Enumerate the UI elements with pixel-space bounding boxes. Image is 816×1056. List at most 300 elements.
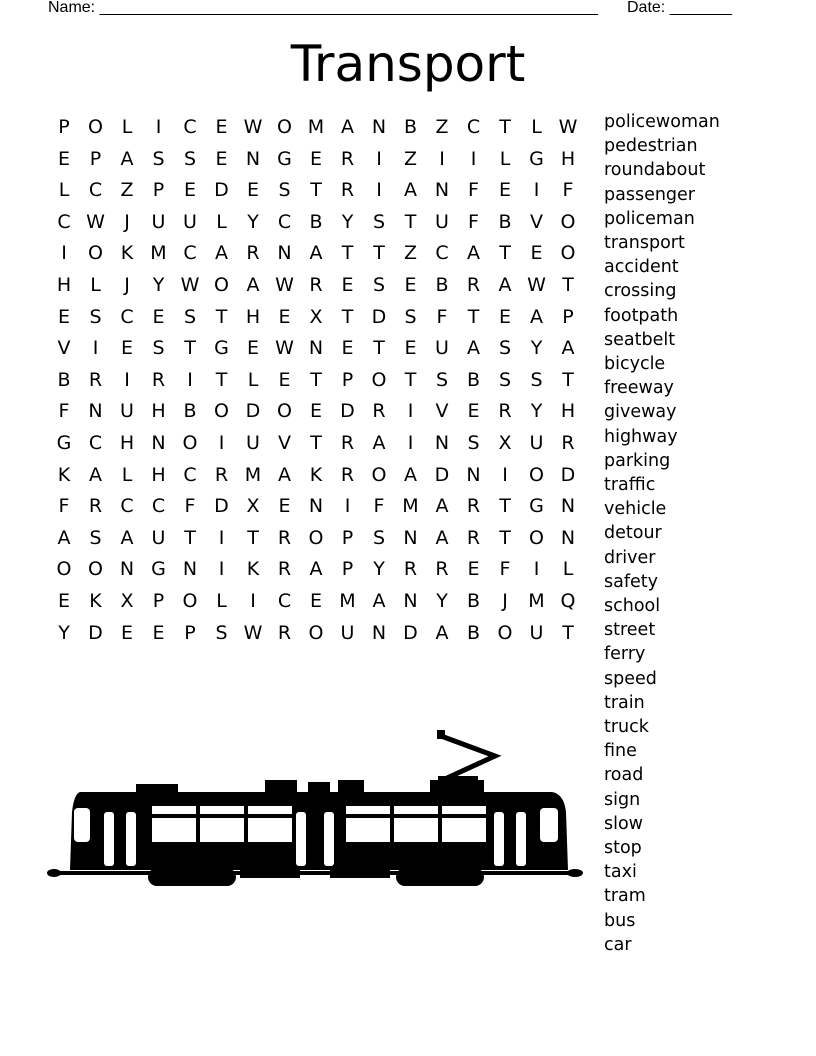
grid-letter: N xyxy=(119,558,135,581)
grid-letter: L xyxy=(121,116,133,138)
grid-letter: K xyxy=(309,463,323,486)
grid-letter: A xyxy=(530,305,543,328)
grid-letter: C xyxy=(88,179,103,202)
grid-letter: V xyxy=(530,210,543,233)
grid-letter: P xyxy=(184,621,196,644)
grid-letter: Y xyxy=(341,210,354,233)
grid-letter: O xyxy=(88,116,103,138)
grid-letter: R xyxy=(561,432,575,454)
grid-letter: Y xyxy=(530,337,543,360)
grid-letter: T xyxy=(310,179,322,202)
grid-letter: M xyxy=(150,242,167,265)
grid-letter: B xyxy=(498,210,512,233)
grid-letter: A xyxy=(309,242,323,265)
grid-letter: I xyxy=(407,400,414,423)
grid-letter: Y xyxy=(373,558,385,581)
grid-letter: E xyxy=(341,337,354,360)
grid-letter: N xyxy=(434,432,450,454)
grid-letter: I xyxy=(61,242,67,265)
grid-letter: D xyxy=(434,463,450,486)
grid-letter: O xyxy=(214,400,229,423)
grid-letter: S xyxy=(404,305,417,328)
grid-letter: L xyxy=(499,147,511,170)
grid-letter: O xyxy=(277,116,292,138)
grid-letter: R xyxy=(340,432,355,454)
grid-letter: B xyxy=(466,368,481,391)
word-list-item: freeway xyxy=(604,378,674,399)
grid-letter: S xyxy=(498,368,512,391)
grid-letter: L xyxy=(247,368,259,391)
tram-icon xyxy=(40,722,590,894)
grid-letter: T xyxy=(373,242,385,265)
grid-letter: Y xyxy=(152,274,165,296)
grid-letter: E xyxy=(57,147,70,170)
page-title: Transport xyxy=(290,35,526,93)
grid-letter: G xyxy=(529,147,544,170)
grid-letter: O xyxy=(88,242,103,265)
grid-letter: O xyxy=(529,463,544,486)
grid-letter: U xyxy=(529,432,544,454)
grid-letter: A xyxy=(435,526,449,549)
word-list-item: school xyxy=(604,596,661,616)
grid-letter: B xyxy=(183,400,197,423)
grid-letter: L xyxy=(58,179,70,202)
grid-letter: A xyxy=(120,526,134,549)
grid-letter: C xyxy=(277,590,292,612)
grid-row xyxy=(48,586,588,617)
grid-letter: N xyxy=(403,590,418,612)
grid-letter: A xyxy=(341,116,354,138)
grid-letter: D xyxy=(214,495,229,518)
grid-letter: E xyxy=(246,179,259,202)
grid-row xyxy=(48,333,588,364)
grid-letter: Z xyxy=(120,179,134,202)
grid-letter: L xyxy=(90,274,101,296)
grid-letter: R xyxy=(88,368,103,391)
grid-letter: O xyxy=(182,590,198,612)
grid-letter: N xyxy=(560,526,576,549)
grid-letter: I xyxy=(470,147,477,170)
grid-letter: S xyxy=(372,210,386,233)
grid-letter: N xyxy=(371,621,387,644)
grid-letter: N xyxy=(245,147,261,170)
grid-letter: R xyxy=(466,495,481,518)
grid-letter: P xyxy=(58,116,70,138)
grid-letter: U xyxy=(151,210,166,233)
grid-letter: T xyxy=(215,305,228,328)
grid-letter: G xyxy=(56,432,72,454)
grid-letter: P xyxy=(152,179,165,202)
grid-letter: A xyxy=(246,274,260,296)
grid-letter: T xyxy=(373,337,385,360)
grid-letter: B xyxy=(309,210,323,233)
word-list-item: crossing xyxy=(604,281,677,302)
word-list-item: driver xyxy=(604,547,656,568)
grid-letter: Q xyxy=(560,590,576,612)
grid-letter: N xyxy=(371,116,387,138)
grid-letter: M xyxy=(339,590,356,612)
grid-letter: E xyxy=(57,590,70,612)
grid-letter: L xyxy=(216,590,227,612)
grid-letter: Y xyxy=(436,590,448,612)
grid-letter: U xyxy=(246,432,260,454)
grid-letter: D xyxy=(88,621,103,644)
grid-letter: T xyxy=(562,368,574,391)
grid-letter: A xyxy=(498,274,512,296)
grid-letter: L xyxy=(216,210,227,233)
grid-letter: I xyxy=(124,368,130,391)
grid-letter: O xyxy=(308,621,324,644)
grid-letter: K xyxy=(89,590,102,612)
grid-letter: T xyxy=(404,368,417,391)
grid-letter: N xyxy=(88,400,103,423)
grid-letter: N xyxy=(308,337,324,360)
grid-letter: T xyxy=(215,368,228,391)
word-list-item: truck xyxy=(604,717,649,737)
grid-letter: H xyxy=(245,305,261,328)
grid-letter: A xyxy=(372,432,386,454)
grid-letter: H xyxy=(151,463,166,486)
grid-row xyxy=(48,238,588,269)
grid-letter: I xyxy=(344,495,351,518)
grid-letter: W xyxy=(275,337,294,360)
grid-letter: S xyxy=(530,368,543,391)
grid-letter: O xyxy=(497,621,513,644)
grid-letter: S xyxy=(498,337,512,360)
grid-letter: E xyxy=(278,495,291,518)
grid-letter: T xyxy=(247,526,259,549)
grid-letter: G xyxy=(529,495,544,518)
grid-letter: R xyxy=(246,242,260,265)
word-list-item: sign xyxy=(604,789,641,810)
word-list-item: speed xyxy=(604,668,657,689)
word-list-item: accident xyxy=(604,257,679,278)
grid-letter: F xyxy=(436,305,448,328)
grid-letter: W xyxy=(243,621,263,644)
grid-letter: H xyxy=(119,432,135,454)
grid-letter: L xyxy=(531,116,542,138)
grid-letter: I xyxy=(155,116,162,138)
grid-letter: T xyxy=(562,621,574,644)
grid-letter: G xyxy=(151,558,166,581)
grid-letter: F xyxy=(184,495,196,518)
grid-letter: O xyxy=(371,463,387,486)
grid-letter: S xyxy=(152,337,165,360)
grid-letter: M xyxy=(307,116,325,138)
grid-letter: E xyxy=(152,621,165,644)
grid-letter: N xyxy=(277,242,292,265)
grid-letter: Y xyxy=(530,400,543,423)
grid-letter: W xyxy=(86,210,105,233)
grid-letter: R xyxy=(309,274,323,296)
grid-row xyxy=(48,523,588,554)
grid-row xyxy=(48,112,588,143)
word-list-item: passenger xyxy=(604,184,695,205)
word-list-item: roundabout xyxy=(604,160,706,181)
grid-letter: U xyxy=(435,210,449,233)
grid-letter: C xyxy=(57,210,71,233)
grid-letter: A xyxy=(404,463,417,486)
grid-letter: C xyxy=(120,495,134,518)
word-list-item: car xyxy=(604,934,632,955)
grid-letter: I xyxy=(218,558,225,581)
grid-letter: W xyxy=(243,116,263,138)
grid-letter: T xyxy=(499,116,511,138)
grid-letter: E xyxy=(404,337,417,360)
grid-letter: R xyxy=(277,621,292,644)
grid-letter: W xyxy=(527,274,546,296)
grid-letter: E xyxy=(278,368,291,391)
grid-letter: R xyxy=(88,495,103,518)
grid-letter: U xyxy=(435,337,449,360)
grid-letter: I xyxy=(439,147,445,170)
grid-letter: E xyxy=(309,590,322,612)
grid-letter: F xyxy=(468,179,479,202)
word-list-item: parking xyxy=(604,450,671,471)
grid-row xyxy=(48,618,588,649)
grid-letter: O xyxy=(308,526,324,549)
grid-letter: A xyxy=(467,337,480,360)
grid-letter: S xyxy=(467,432,480,454)
grid-row xyxy=(48,554,588,585)
grid-letter: T xyxy=(404,210,417,233)
grid-letter: E xyxy=(120,337,133,360)
grid-letter: S xyxy=(215,621,228,644)
grid-letter: W xyxy=(275,274,294,296)
grid-letter: T xyxy=(184,526,196,549)
name-field: Name: ________________________________________________________ xyxy=(48,0,598,16)
word-list-item: bus xyxy=(604,910,636,931)
grid-letter: P xyxy=(562,305,574,328)
grid-letter: R xyxy=(403,558,418,581)
grid-letter: X xyxy=(120,590,134,612)
grid-letter: J xyxy=(124,210,130,233)
grid-letter: E xyxy=(341,274,354,296)
word-list-item: stop xyxy=(604,838,642,858)
grid-letter: T xyxy=(467,305,480,328)
grid-letter: S xyxy=(183,147,197,170)
grid-letter: U xyxy=(151,526,166,549)
grid-letter: S xyxy=(89,526,102,549)
grid-letter: F xyxy=(373,495,385,518)
grid-letter: I xyxy=(376,147,382,170)
grid-letter: Z xyxy=(403,147,418,170)
word-list-item: fine xyxy=(604,741,637,762)
grid-row xyxy=(48,207,588,238)
grid-letter: N xyxy=(308,495,324,518)
grid-letter: R xyxy=(277,558,292,581)
grid-letter: R xyxy=(498,400,512,423)
word-list-item: train xyxy=(604,692,645,713)
grid-letter: R xyxy=(151,368,166,391)
grid-letter: P xyxy=(341,368,354,391)
word-list-item: safety xyxy=(604,571,658,592)
word-list-item: transport xyxy=(604,233,685,253)
grid-letter: E xyxy=(309,400,322,423)
grid-letter: W xyxy=(180,274,200,296)
grid-letter: E xyxy=(120,621,133,644)
grid-letter: A xyxy=(467,242,480,265)
grid-letter: G xyxy=(277,147,292,170)
grid-letter: Y xyxy=(247,210,259,233)
grid-letter: E xyxy=(57,305,70,328)
grid-row xyxy=(48,270,588,301)
word-list-item: bicycle xyxy=(604,354,666,374)
grid-letter: A xyxy=(372,590,386,612)
grid-letter: I xyxy=(187,368,193,391)
word-list-item: detour xyxy=(604,523,662,544)
grid-letter: A xyxy=(278,463,291,486)
grid-letter: R xyxy=(372,400,386,423)
grid-letter: S xyxy=(435,368,449,391)
grid-row xyxy=(48,396,588,427)
grid-letter: K xyxy=(120,242,134,265)
word-list-item: footpath xyxy=(604,305,679,326)
grid-letter: E xyxy=(278,305,291,328)
grid-letter: D xyxy=(340,400,355,423)
grid-letter: A xyxy=(57,526,71,549)
grid-letter: E xyxy=(498,179,511,202)
grid-letter: F xyxy=(562,179,574,202)
grid-letter: O xyxy=(277,400,292,423)
grid-letter: V xyxy=(57,337,71,360)
grid-letter: T xyxy=(310,368,322,391)
grid-letter: I xyxy=(533,179,540,202)
grid-row xyxy=(48,428,588,459)
pantograph-arm xyxy=(441,736,495,778)
grid-letter: C xyxy=(183,463,197,486)
grid-letter: N xyxy=(560,495,576,518)
grid-letter: I xyxy=(218,432,225,454)
grid-letter: T xyxy=(341,305,354,328)
grid-letter: M xyxy=(528,590,545,612)
word-list-item: pedestrian xyxy=(604,136,698,157)
grid-letter: R xyxy=(340,147,355,170)
grid-letter: A xyxy=(435,495,449,518)
grid-letter: W xyxy=(558,116,578,138)
grid-letter: P xyxy=(341,558,354,581)
grid-letter: R xyxy=(435,558,449,581)
grid-letter: S xyxy=(183,305,197,328)
grid-letter: C xyxy=(183,116,197,138)
grid-letter: Z xyxy=(435,116,449,138)
word-list-item: street xyxy=(604,620,656,641)
grid-letter: C xyxy=(435,242,449,265)
word-list-item: giveway xyxy=(604,402,677,423)
word-list-item: traffic xyxy=(604,475,656,495)
grid-letter: O xyxy=(560,210,576,233)
grid-letter: A xyxy=(309,558,323,581)
grid-letter: E xyxy=(498,305,511,328)
grid-letter: T xyxy=(184,337,196,360)
grid-letter: B xyxy=(466,590,481,612)
grid-letter: V xyxy=(278,432,291,454)
grid-letter: X xyxy=(309,305,323,328)
grid-letter: Y xyxy=(58,621,70,644)
grid-letter: B xyxy=(57,368,71,391)
grid-letter: V xyxy=(435,400,449,423)
grid-letter: T xyxy=(499,526,511,549)
grid-letter: C xyxy=(466,116,481,138)
word-list-item: vehicle xyxy=(604,499,667,520)
grid-letter: E xyxy=(215,116,228,138)
grid-letter: A xyxy=(404,179,417,202)
grid-letter: R xyxy=(340,463,355,486)
grid-letter: D xyxy=(403,621,418,644)
grid-letter: E xyxy=(530,242,543,265)
grid-letter: N xyxy=(466,463,481,486)
grid-letter: R xyxy=(466,526,481,549)
grid-letter: D xyxy=(245,400,261,423)
grid-letter: U xyxy=(120,400,134,423)
grid-letter: S xyxy=(152,147,165,170)
grid-letter: P xyxy=(89,147,102,170)
word-list-item: slow xyxy=(604,813,643,834)
grid-letter: S xyxy=(372,274,386,296)
grid-letter: J xyxy=(124,274,130,296)
grid-letter: B xyxy=(403,116,418,138)
grid-letter: T xyxy=(562,274,574,296)
grid-letter: O xyxy=(88,558,103,581)
grid-letter: I xyxy=(376,179,382,202)
grid-letter: O xyxy=(182,432,198,454)
grid-letter: I xyxy=(533,558,540,581)
grid-letter: Z xyxy=(403,242,418,265)
grid-letter: L xyxy=(121,463,133,486)
grid-letter: B xyxy=(435,274,449,296)
grid-letter: A xyxy=(89,463,102,486)
grid-letter: D xyxy=(371,305,387,328)
grid-letter: D xyxy=(214,179,229,202)
word-list-item: road xyxy=(604,765,644,786)
grid-letter: P xyxy=(341,526,354,549)
grid-letter: C xyxy=(183,242,197,265)
grid-letter: O xyxy=(214,274,229,296)
grid-letter: N xyxy=(182,558,198,581)
grid-letter: H xyxy=(151,400,166,423)
grid-letter: E xyxy=(183,179,196,202)
grid-letter: N xyxy=(434,179,450,202)
grid-letter: K xyxy=(246,558,260,581)
grid-letter: L xyxy=(562,558,574,581)
grid-letter: O xyxy=(371,368,387,391)
grid-letter: T xyxy=(499,242,511,265)
grid-letter: H xyxy=(56,274,72,296)
grid-letter: O xyxy=(529,526,544,549)
grid-letter: G xyxy=(214,337,229,360)
grid-row xyxy=(48,175,588,206)
grid-letter: E xyxy=(404,274,417,296)
word-list-item: taxi xyxy=(604,862,637,883)
word-list-item: ferry xyxy=(604,644,646,665)
grid-letter: T xyxy=(310,432,322,454)
grid-row xyxy=(48,491,588,522)
word-list-item: policeman xyxy=(604,208,695,229)
grid-letter: J xyxy=(502,590,508,612)
grid-letter: S xyxy=(89,305,102,328)
grid-letter: O xyxy=(560,242,576,265)
grid-letter: R xyxy=(214,463,229,486)
grid-letter: R xyxy=(277,526,292,549)
grid-letter: A xyxy=(435,621,449,644)
grid-letter: N xyxy=(403,526,418,549)
grid-letter: E xyxy=(309,147,322,170)
grid-letter: C xyxy=(120,305,134,328)
grid-letter: A xyxy=(120,147,134,170)
grid-letter: I xyxy=(218,526,225,549)
grid-letter: S xyxy=(278,179,291,202)
grid-letter: K xyxy=(57,463,71,486)
